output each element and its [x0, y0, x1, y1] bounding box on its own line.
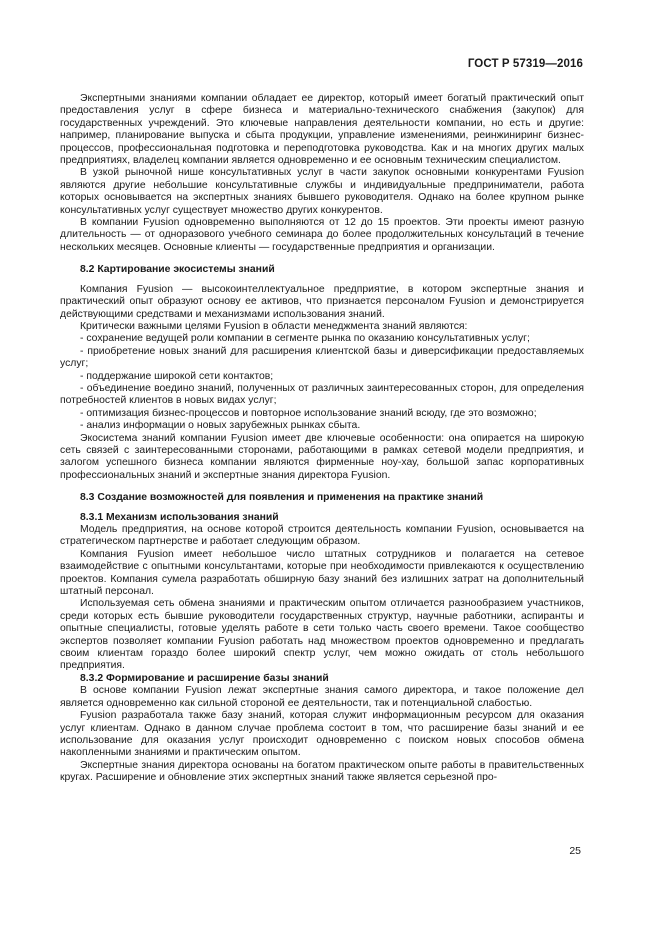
section-8-2-paragraph: Компания Fyusion — высокоинтеллектуальное предприятие, в котором экспертные знания и практический опыт образуют основу ее активов, что признается персоналом Fyusion и демонстрируется действующими средствами и механизмами использования знаний.	[60, 283, 584, 320]
goals-list-item: - объединение воедино знаний, полученных от различных заинтересованных сторон, для определения потребностей клиентов в новых видах услуг;	[60, 382, 584, 407]
page-content	[60, 93, 584, 785]
section-8-2-paragraph: Экосистема знаний компании Fyusion имеет две ключевые особенности: она опирается на широкую сеть связей с заинтересованными сторонами, работающими в рамках сетевой модели предприятия, и залогом успешного бизнеса компании являются фирменные ноу-хау, большой запас корпоративных профессиональных знаний и экспертные знания директора Fyusion.	[60, 432, 584, 481]
goals-list-item: - приобретение новых знаний для расширения клиентской базы и диверсификации предоставляемых услуг;	[60, 345, 584, 370]
page-number: 25	[569, 845, 581, 857]
subsection-8-3-2-paragraph: В основе компании Fyusion лежат экспертные знания самого директора, и такое положение дел является одновременно как сильной стороной ее деятельности, так и потенциальной слабостью.	[60, 685, 584, 709]
subsection-8-3-1-heading: 8.3.1 Механизм использования знаний	[80, 511, 279, 523]
subsection-8-3-2-heading: 8.3.2 Формирование и расширение базы знаний	[80, 672, 329, 684]
subsection-8-3-2-paragraph: Fyusion разработала также базу знаний, которая служит информационным ресурсом для оказания услуг клиентам. Однако в данном случае проблема состоит в том, что расширение базы знаний и ее использование для оказания услуг происходит одновременно с поиском новых способов обмена накопленными знаниями и практическим опытом.	[60, 710, 584, 759]
intro-paragraph: Экспертными знаниями компании обладает ее директор, который имеет богатый практический опыт предоставления услуг в сфере бизнеса и материально-технического снабжения (закупок) для государственных учреждений. Это ключевые направления деятельности компании, но есть и другие: например, планирование выпуска и сбыта продукции, управление изменениями, реинжиниринг бизнес-процессов, профессиональная подготовка и переподготовка руководства. Как и на многих других малых предприятиях, владелец компании является одновременно и ее основным техническим специалистом.	[60, 93, 584, 167]
goals-list-item: - оптимизация бизнес-процессов и повторное использование знаний всюду, где это возможно;	[80, 407, 537, 419]
section-8-2-heading: 8.2 Картирование экосистемы знаний	[80, 264, 275, 276]
subsection-8-3-1-paragraph: Модель предприятия, на основе которой строится деятельность компании Fyusion, основывается на стратегическом партнерстве и работает следующим образом.	[60, 524, 584, 548]
subsection-8-3-1-paragraph: Компания Fyusion имеет небольшое число штатных сотрудников и полагается на сетевое взаимодействие с опытными консультантами, которые при необходимости привлекаются к осуществлению проектов. Компания сумела разработать обширную базу знаний без излишних затрат на дополнительный штатный персонал.	[60, 548, 584, 598]
goals-list-item: - анализ информации о новых зарубежных рынках сбыта.	[80, 420, 361, 432]
standard-code-header: ГОСТ Р 57319—2016	[467, 58, 583, 70]
section-8-3-heading: 8.3 Создание возможностей для появления и применения на практике знаний	[80, 492, 484, 504]
goals-intro: Критически важными целями Fyusion в области менеджмента знаний являются:	[80, 320, 468, 332]
goals-list-item: - сохранение ведущей роли компании в сегменте рынка по оказанию консультативных услуг;	[80, 333, 530, 345]
subsection-8-3-2-paragraph: Экспертные знания директора основаны на богатом практическом опыте работы в правительственных кругах. Расширение и обновление этих экспертных знаний также является серьезной про-	[60, 759, 584, 784]
subsection-8-3-1-paragraph: Используемая сеть обмена знаниями и практическим опытом отличается разнообразием участников, среди которых есть бывшие руководители государственных структур, научные работники, аспиранты и опытные специалисты, готовые уделять работе в сети только часть своего времени. Такое сообщество экспертов позволяет компании Fyusion работать над множеством проектов одновременно и предлагать своим клиентам гораздо более широкий спектр услуг, чем можно ожидать от столь небольшого предприятия.	[60, 598, 584, 672]
intro-paragraph: В узкой рыночной нише консультативных услуг в части закупок основными конкурентами Fyusion являются другие небольшие консультативные службы и индивидуальные предприниматели, работа которых основывается на экспертных знаниях бывшего руководителя. Однако на более крупном рынке консультативных услуг существует множество других конкурентов.	[60, 167, 584, 216]
intro-paragraph: В компании Fyusion одновременно выполняются от 12 до 15 проектов. Эти проекты имеют разную длительность — от одноразового учебного семинара до более продолжительных консультаций в течение нескольких месяцев. Основные клиенты — государственные предприятия и организации.	[60, 217, 584, 253]
goals-list-item: - поддержание широкой сети контактов;	[80, 370, 274, 382]
